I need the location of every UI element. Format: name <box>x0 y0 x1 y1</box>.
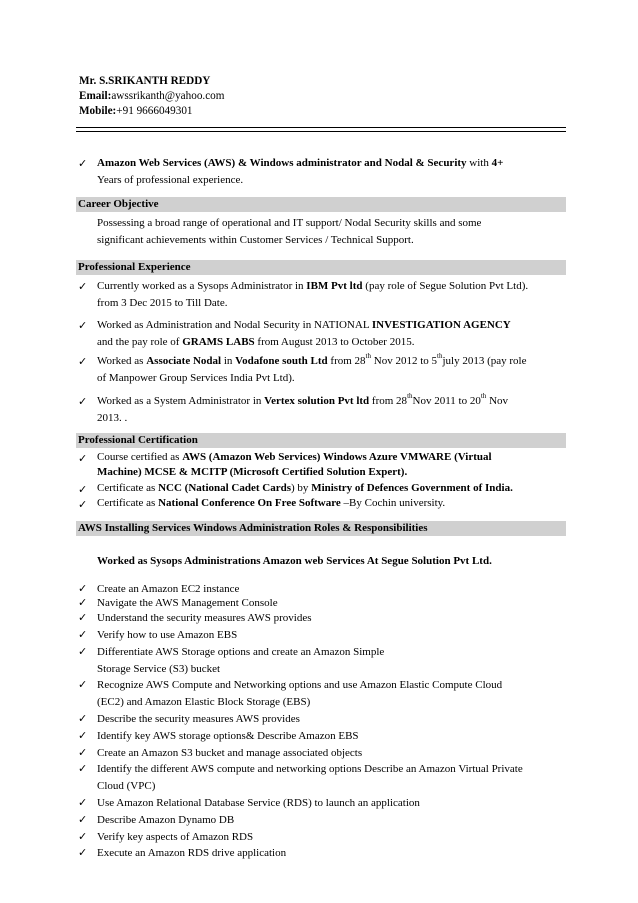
check-icon: ✓ <box>78 611 88 624</box>
list-item-text: Identify the different AWS compute and networking options Describe an Amazon Virtual Private <box>97 763 523 776</box>
mobile-label: Mobile: <box>79 105 117 117</box>
experience-item-vertex: Worked as a System Administrator in Vertex solution Pvt ltd from 28thNov 2011 to 20th Nov 2013. . <box>97 392 509 424</box>
header-divider-thick <box>76 127 566 128</box>
list-item-continuation <box>78 694 568 711</box>
summary-text <box>97 155 565 189</box>
list-item <box>78 795 568 812</box>
list-item <box>78 745 568 762</box>
check-icon: ✓ <box>78 645 88 658</box>
list-item-text: Identify key AWS storage options& Describe Amazon EBS <box>97 729 359 742</box>
check-icon: ✓ <box>78 830 88 843</box>
list-item: ✓ Understand the security measures AWS provides <box>78 611 312 624</box>
check-icon: ✓ <box>78 597 88 610</box>
list-item-text: (EC2) and Amazon Elastic Block Storage (EBS) <box>97 696 311 709</box>
certification-item-ncc: Certificate as NCC (National Cadet Cards) by Ministry of Defences Government of India. <box>97 482 513 494</box>
certification-item-conference: Certificate as National Conference On Free Software –By Cochin university. <box>97 497 446 509</box>
summary-mid: with <box>466 157 492 169</box>
summary-line2: Years of professional experience. <box>97 173 244 186</box>
list-item <box>78 677 568 694</box>
section-professional-experience: Professional Experience <box>76 260 566 275</box>
list-item: ✓ Navigate the AWS Management Console <box>78 597 278 610</box>
check-icon: ✓ <box>78 746 88 759</box>
header-divider-thin <box>76 131 566 132</box>
experience-item-nia: Worked as Administration and Nodal Security in NATIONAL INVESTIGATION AGENCY and the pay role of GRAMS LABS from August 2013 to October 2015. <box>97 319 511 348</box>
list-item <box>78 711 568 728</box>
check-icon: ✓ <box>78 729 88 742</box>
aws-tight-list <box>78 582 568 625</box>
check-icon: ✓ <box>78 356 88 368</box>
list-item-continuation <box>78 661 568 678</box>
list-item-text: Verify key aspects of Amazon RDS <box>97 830 254 843</box>
email-value[interactable]: awssrikanth@yahoo.com <box>111 90 225 102</box>
check-icon: ✓ <box>78 453 88 465</box>
list-item <box>78 845 568 862</box>
list-item <box>78 627 568 644</box>
aws-subheading: Worked as Sysops Administrations Amazon web Services At Segue Solution Pvt Ltd. <box>97 555 492 567</box>
career-line1: Possessing a broad range of operational and IT support/ Nodal Security skills and some <box>97 217 482 229</box>
check-icon: ✓ <box>78 499 88 511</box>
list-item-text: Describe the security measures AWS provides <box>97 712 300 725</box>
section-professional-certification: Professional Certification <box>76 433 566 448</box>
list-item-continuation <box>78 778 568 795</box>
summary-years: 4+ <box>491 157 504 169</box>
list-item <box>78 829 568 846</box>
email-label: Email: <box>79 90 112 102</box>
check-icon: ✓ <box>78 396 88 408</box>
list-item-text: Describe Amazon Dynamo DB <box>97 813 235 826</box>
check-icon: ✓ <box>78 583 88 595</box>
list-item-text: Verify how to use Amazon EBS <box>97 629 238 641</box>
list-item <box>78 761 568 778</box>
career-objective-text <box>97 215 481 248</box>
career-line2: significant achievements within Customer Services / Technical Support. <box>97 233 414 246</box>
list-item-text: Recognize AWS Compute and Networking options and use Amazon Elastic Compute Cloud <box>97 679 503 692</box>
experience-item-ibm: Currently worked as a Sysops Administrator in IBM Pvt ltd (pay role of Segue Solution Pvt Ltd). from 3 Dec 2015 to Till Date. <box>97 280 529 309</box>
check-icon: ✓ <box>78 813 88 826</box>
check-icon: ✓ <box>78 679 88 692</box>
mobile-value: +91 9666049301 <box>116 105 193 117</box>
section-career-objective: Career Objective <box>76 197 566 212</box>
check-icon: ✓ <box>78 320 88 332</box>
contact-header <box>79 74 224 119</box>
list-item <box>78 644 568 661</box>
list-item-text: Cloud (VPC) <box>97 780 156 793</box>
aws-responsibilities-list <box>78 627 568 862</box>
check-icon: ✓ <box>78 629 88 641</box>
check-icon: ✓ <box>78 484 88 496</box>
section-aws-roles: AWS Installing Services Windows Administration Roles & Responsibilities <box>76 521 566 536</box>
list-item: ✓ Create an Amazon EC2 instance <box>78 583 240 595</box>
experience-item-vodafone: Worked as Associate Nodal in Vodafone south Ltd from 28th Nov 2012 to 5thjuly 2013 (pay role of Manpower Group Services India Pvt Ltd). <box>97 352 527 384</box>
check-icon: ✓ <box>78 847 88 860</box>
check-icon: ✓ <box>78 158 88 170</box>
check-icon: ✓ <box>78 796 88 809</box>
list-item-text: Create an Amazon S3 bucket and manage associated objects <box>97 746 363 759</box>
check-icon: ✓ <box>78 763 88 776</box>
list-item-text: Storage Service (S3) bucket <box>97 662 221 675</box>
check-icon: ✓ <box>78 281 88 293</box>
list-item <box>78 728 568 745</box>
list-item-text: Use Amazon Relational Database Service (RDS) to launch an application <box>97 796 420 809</box>
list-item <box>78 812 568 829</box>
summary-title: Amazon Web Services (AWS) & Windows administrator and Nodal & Security <box>97 157 467 169</box>
certification-item-aws: Course certified as AWS (Amazon Web Services) Windows Azure VMWARE (Virtual Machine) MCSE & MCITP (Microsoft Certified Solution Expert). <box>97 451 492 478</box>
candidate-name: Mr. S.SRIKANTH REDDY <box>79 75 211 87</box>
list-item-text: Execute an Amazon RDS drive application <box>97 847 287 860</box>
check-icon: ✓ <box>78 712 88 725</box>
list-item-text: Differentiate AWS Storage options and create an Amazon Simple <box>97 645 385 658</box>
